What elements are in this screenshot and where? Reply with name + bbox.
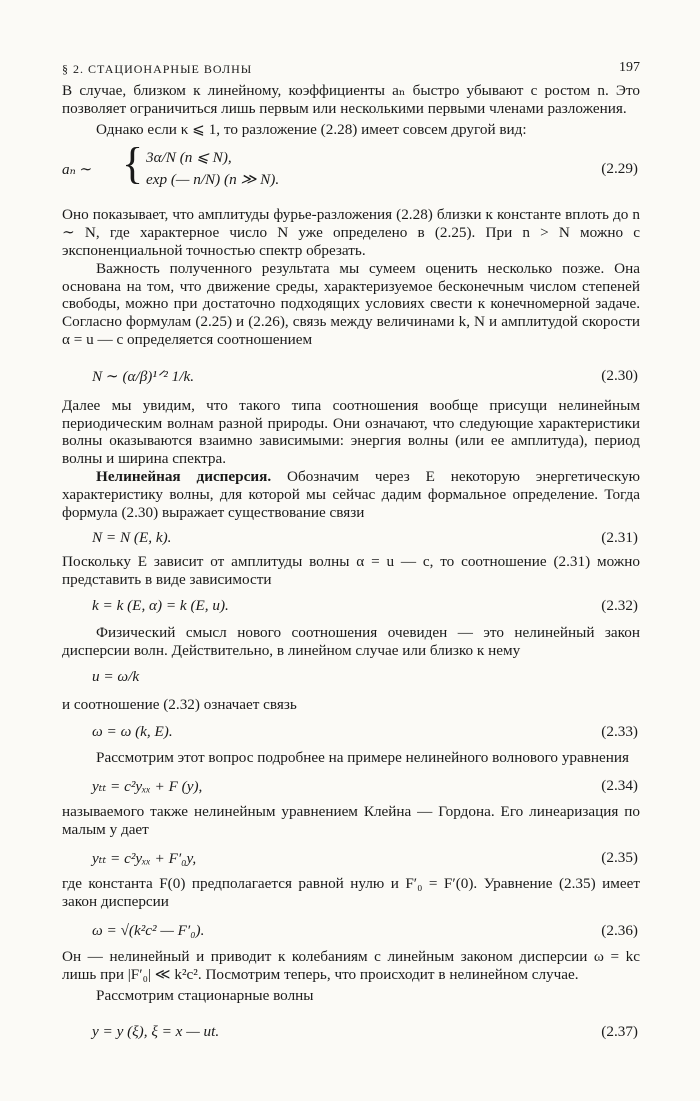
paragraph-1: В случае, близком к линейному, коэффициенты aₙ быстро убывают с ростом n. Это позволяет ограничиться лишь первым или несколькими первыми членами разложения. [62,82,640,117]
section-title: § 2. СТАЦИОНАРНЫЕ ВОЛНЫ [62,62,253,76]
equation-2-35-body: yₜₜ = c²yₓₓ + F′₀y, [92,849,197,867]
equation-2-36 [62,914,640,948]
equation-2-29-lhs: aₙ ∼ [62,161,93,179]
paragraph-11: называемого также нелинейным уравнением Клейна — Гордона. Его линеаризация по малым y дает [62,803,640,838]
paragraph-10: Рассмотрим этот вопрос подробнее на примере нелинейного волнового уравнения [96,749,630,767]
equation-number: (2.34) [601,777,638,795]
paragraph-6-text: Обозначим через E некоторую энергетическую характеристику волны, для которой мы сейчас дадим формальное определение. Тогда формула (2.30) выражает существование связи [62,467,641,521]
paragraph-3: Оно показывает, что амплитуды фурье-разложения (2.28) близки к константе вплоть до n ∼ N, где характерное число N уже определено в (2.25). При n > N можно с экспоненциальной точностью спектр обрезать. [62,206,640,259]
equation-u-omega-k [62,662,640,696]
brace-symbol: { [122,139,144,189]
equation-u-omega-k-body: u = ω/k [92,667,140,685]
equation-number: (2.29) [601,160,638,178]
equation-2-36-body: ω = √(k²c² — F′₀). [92,922,205,940]
paragraph-8: Физический смысл нового соотношения очевиден — это нелинейный закон дисперсии волн. Действительно, в линейном случае или близко к нему [62,623,640,659]
equation-2-37 [62,1013,640,1053]
equation-number: (2.36) [601,922,638,940]
paragraph-9: и соотношение (2.32) означает связь [62,695,297,713]
equation-number: (2.37) [601,1022,638,1040]
page [62,52,640,1053]
equation-2-32-body: k = k (E, α) = k (E, u). [92,596,229,614]
equation-2-35 [62,843,640,875]
equation-2-29-case-2: exp (— n/N) (n ≫ N). [146,171,280,189]
paragraph-12: где константа F(0) предполагается равной нулю и F′₀ = F′(0). Уравнение (2.35) имеет закон дисперсии [62,874,640,910]
equation-2-29-case-1: 3α/N (n ⩽ N), [146,149,232,167]
equation-2-31 [62,525,640,553]
equation-2-30 [62,357,640,397]
equation-2-30-body: N ∼ (α/β)¹ᐟ² 1/k. [92,367,195,385]
equation-2-33-body: ω = ω (k, E). [92,723,173,741]
equation-2-34 [62,771,640,803]
paragraph-4: Важность полученного результата мы сумеем оценить несколько позже. Она основана на том, что движение среды, характеризуемое бесконечным числом степеней свободы, можно при достаточно подходящих условиях свести к конечномерной задаче. Согласно формулам (2.25) и (2.26), связь между величинами k, N и амплитудой скорости α = u — c определяется соотношением [62,259,640,348]
equation-number: (2.33) [601,723,638,741]
equation-2-31-body: N = N (E, k). [92,529,172,547]
equation-2-37-body: y = y (ξ), ξ = x — ut. [92,1022,220,1040]
paragraph-13: Он — нелинейный и приводит к колебаниям с линейным законом дисперсии ω = kc лишь при |F′₀| ≪ k²c². Посмотрим теперь, что происходит в нелинейном случае. [62,948,640,984]
running-header [62,52,640,82]
equation-2-29 [62,139,640,206]
equation-2-32 [62,593,640,621]
subheading: Нелинейная дисперсия. [96,467,272,485]
equation-number: (2.31) [601,529,638,547]
paragraph-14: Рассмотрим стационарные волны [96,986,314,1004]
paragraph-5: Далее мы увидим, что такого типа соотношения вообще присущи нелинейным периодическим волнам разной природы. Они означают, что следующие характеристики волны оказываются взаимно зависимыми: энергия волны (или ее амплитуда), период волны и ширина спектра. [62,396,640,468]
page-number: 197 [619,60,640,75]
equation-number: (2.30) [601,366,638,384]
equation-number: (2.32) [601,596,638,614]
paragraph-6 [62,468,640,521]
equation-number: (2.35) [601,848,638,866]
equation-2-34-body: yₜₜ = c²yₓₓ + F (y), [92,778,203,796]
equation-2-33 [62,717,640,749]
paragraph-7: Поскольку E зависит от амплитуды волны α = u — c, то соотношение (2.31) можно представить в виде зависимости [62,553,640,589]
paragraph-2: Однако если κ ⩽ 1, то разложение (2.28) имеет совсем другой вид: [96,120,527,138]
